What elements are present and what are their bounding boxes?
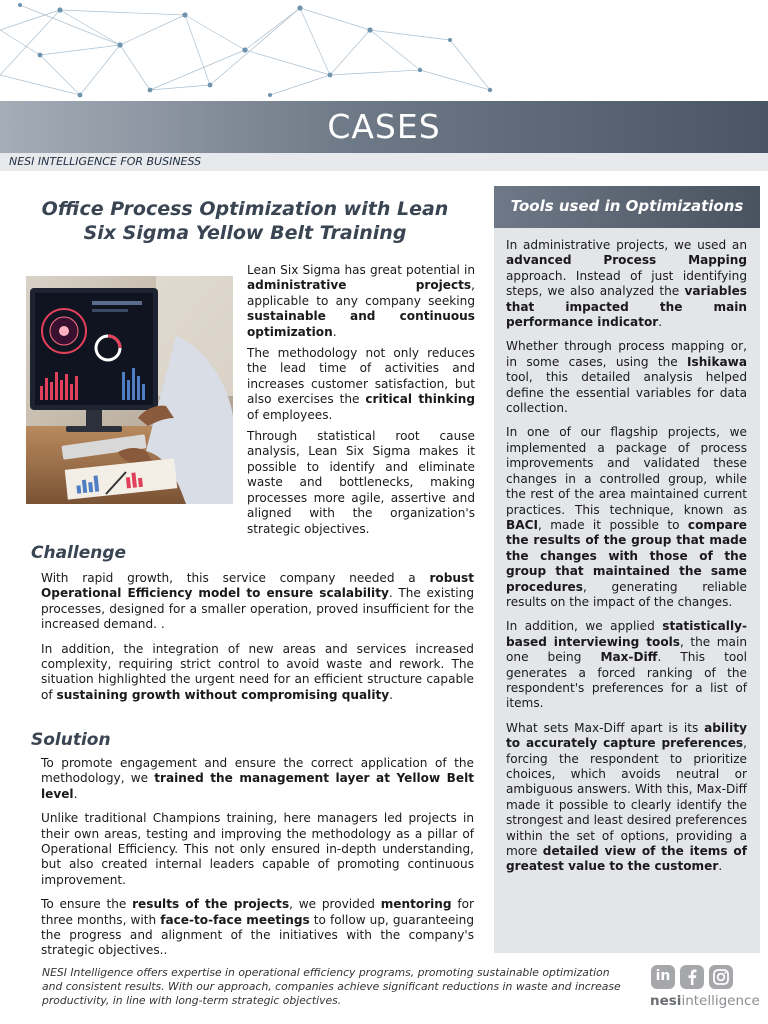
sidebar-paragraph-3: In one of our flagship projects, we implemented a package of process improvements and validated these changes in a controlled group, while the rest of the area maintained current practices. This technique, known as BACI, made it possible to compare the results of the group that made the changes with those of the group that maintained the same procedures, generating reliable results on the impact of the changes. xyxy=(506,425,747,609)
page-title-line1: Office Process Optimization with Lean xyxy=(41,198,449,220)
intro-text xyxy=(247,263,475,543)
tools-sidebar xyxy=(494,186,760,953)
sidebar-paragraph-2: Whether through process mapping or, in some cases, using the Ishikawa tool, this detailed analysis helped define the essential variables for data collection. xyxy=(506,339,747,416)
cases-banner xyxy=(0,101,768,153)
solution-paragraph-2: Unlike traditional Champions training, here managers led projects in their own areas, testing and improving the methodology as a pillar of Operational Efficiency. This not only ensured in-depth understanding, but also created internal leaders capable of promoting continuous improvement. xyxy=(41,811,474,887)
facebook-icon[interactable] xyxy=(680,965,704,989)
solution-heading: Solution xyxy=(31,730,111,750)
social-links xyxy=(651,965,733,991)
sidebar-paragraph-5: What sets Max-Diff apart is its ability to accurately capture preferences, forcing the respondent to prioritize choices, which avoids neutral or ambiguous answers. With this, Max-Diff made it possible to clearly identify the strongest and least desired preferences within the set of options, providing a more detailed view of the items of greatest value to the customer. xyxy=(506,720,747,874)
solution-paragraph-3: To ensure the results of the projects, we provided mentoring for three months, with face-to-face meetings to follow up, guaranteeing the progress and alignment of the initiatives with the company's strategic objectives.. xyxy=(41,897,475,958)
hero-image xyxy=(26,276,233,504)
footer-text: NESI Intelligence offers expertise in operational efficiency programs, promoting sustainable optimization and consistent results. With our approach, companies achieve significant reductions in waste and increase productivity, in line with long-term strategic objectives. xyxy=(42,966,621,1007)
banner-title: CASES xyxy=(327,107,441,146)
challenge-paragraph-1: With rapid growth, this service company needed a robust Operational Efficiency model to ensure scalability. The existing processes, designed for a smaller operation, proved insufficient for the increased demand. . xyxy=(41,571,475,632)
subtitle-text: NESI INTELLIGENCE FOR BUSINESS xyxy=(9,155,202,168)
brand-logo: nesiintelligence xyxy=(650,993,760,1009)
page-title-line2: Six Sigma Yellow Belt Training xyxy=(83,222,407,244)
sidebar-title: Tools used in Optimizations xyxy=(510,197,744,215)
sidebar-paragraph-1: In administrative projects, we used an advanced Process Mapping approach. Instead of just identifying steps, we also analyzed the variables that impacted the main performance indicator. xyxy=(506,238,747,330)
facebook-glyph xyxy=(680,965,704,989)
solution-paragraph-1: To promote engagement and ensure the correct application of the methodology, we trained the management layer at Yellow Belt level. xyxy=(41,756,475,801)
network-decoration xyxy=(0,0,768,104)
challenge-heading: Challenge xyxy=(31,543,127,563)
challenge-text xyxy=(41,571,474,712)
intro-paragraph-2: The methodology not only reduces the lead time of activities and increases customer satisfaction, but also exercises the critical thinking of employees. xyxy=(247,346,475,422)
subtitle-bar xyxy=(0,153,768,171)
challenge-paragraph-2: In addition, the integration of new areas and services increased complexity, requiring strict control to avoid waste and rework. The situation highlighted the urgent need for an efficient structure capable of sustaining growth without compromising quality. xyxy=(41,641,474,702)
sidebar-text xyxy=(506,238,747,884)
sidebar-header xyxy=(494,186,760,228)
sidebar-paragraph-4: In addition, we applied statistically-based interviewing tools, the main one being Max-Diff. This tool generates a forced ranking of the respondent's preferences for a list of items. xyxy=(506,619,747,711)
intro-paragraph-1: Lean Six Sigma has great potential in administrative projects, applicable to any company seeking sustainable and continuous optimization. xyxy=(247,263,475,339)
instagram-icon[interactable] xyxy=(709,965,733,989)
intro-paragraph-3: Through statistical root cause analysis, Lean Six Sigma makes it possible to identify and eliminate waste and bottlenecks, making processes more agile, assertive and aligned with the organization's strategic objectives. xyxy=(247,429,475,536)
instagram-glyph xyxy=(709,965,733,989)
solution-text xyxy=(41,756,474,968)
linkedin-icon[interactable] xyxy=(651,965,675,989)
page-title xyxy=(30,197,460,245)
linkedin-label: in xyxy=(655,968,671,984)
